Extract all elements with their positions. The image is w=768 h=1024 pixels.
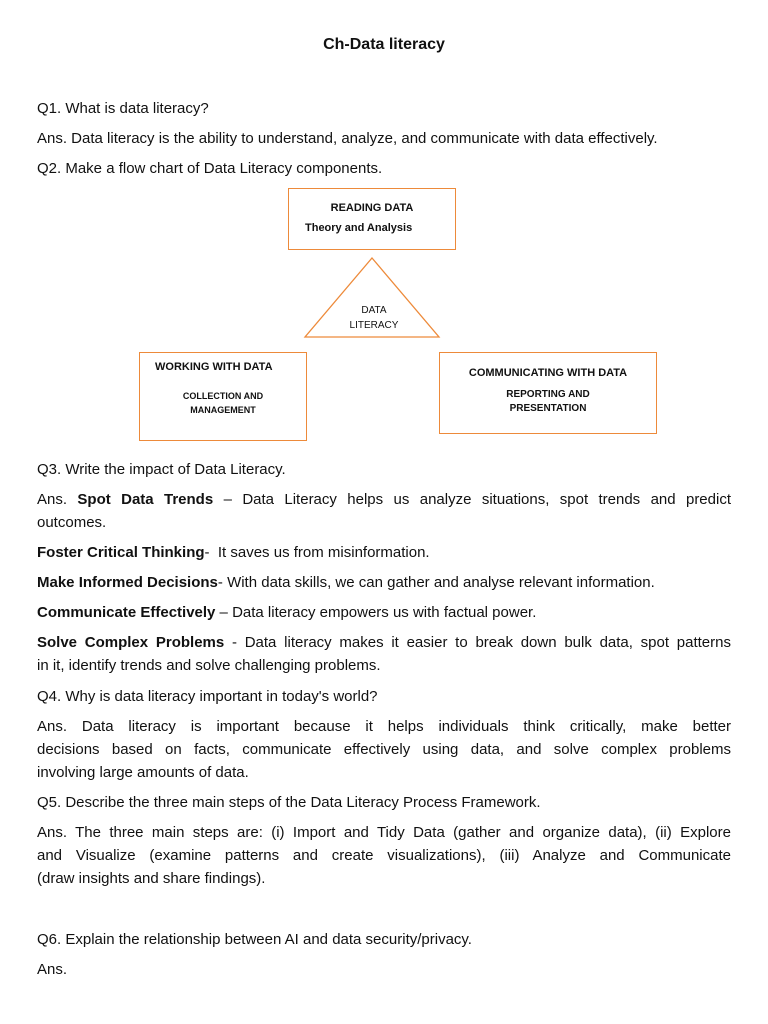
data-literacy-line2: LITERACY bbox=[349, 320, 399, 331]
q5-answer-line-2: and Visualize (examine patterns and create visualizations), (iii) Analyze and Communicate bbox=[37, 847, 731, 864]
q4-answer-line-1: Ans. Data literacy is important because it helps individuals think critically, make better bbox=[37, 718, 731, 735]
q6-question: Q6. Explain the relationship between AI and data security/privacy. bbox=[37, 931, 472, 948]
data-literacy-line1: DATA bbox=[361, 305, 387, 316]
q3-item-2-term: Foster Critical Thinking bbox=[37, 544, 205, 561]
q5-question: Q5. Describe the three main steps of the Data Literacy Process Framework. bbox=[37, 794, 541, 811]
q3-item-1-text: Data Literacy helps us analyze situations, spot trends and predict bbox=[242, 491, 731, 508]
q3-item-5 bbox=[37, 631, 731, 654]
q5-answer-line-1: Ans. The three main steps are: (i) Import and Tidy Data (gather and organize data), (ii) Explore bbox=[37, 824, 731, 841]
q3-item-5-continued: in it, identify trends and solve challenging problems. bbox=[37, 657, 381, 674]
communicating-with-data-title: COMMUNICATING WITH DATA bbox=[468, 367, 628, 379]
q3-item-1-continued: outcomes. bbox=[37, 514, 107, 531]
q5-answer-line-3: (draw insights and share findings). bbox=[37, 870, 266, 887]
reading-data-subtitle: Theory and Analysis bbox=[305, 222, 413, 234]
q3-item-3-term: Make Informed Decisions bbox=[37, 574, 218, 591]
q3-item-4-text: Data literacy empowers us with factual power. bbox=[232, 604, 537, 621]
communicating-with-data-box bbox=[439, 352, 657, 434]
q1-answer: Ans. Data literacy is the ability to understand, analyze, and communicate with data effectively. bbox=[37, 130, 658, 147]
q3-item-2 bbox=[37, 541, 731, 564]
q3-item-5-text: Data literacy makes it easier to break down bulk data, spot patterns bbox=[244, 634, 731, 651]
working-with-data-title: WORKING WITH DATA bbox=[155, 361, 273, 373]
q3-item-3-sep: - bbox=[217, 574, 228, 591]
q3-item-4 bbox=[37, 601, 731, 624]
q3-ans-prefix: Ans. bbox=[37, 491, 68, 508]
communicating-with-data-line1: REPORTING AND bbox=[506, 389, 590, 400]
q3-item-5-term: Solve Complex Problems bbox=[37, 634, 225, 651]
q3-item-4-sep: – bbox=[215, 604, 233, 621]
q6-answer: Ans. bbox=[37, 961, 68, 978]
working-with-data-line1: COLLECTION AND bbox=[182, 391, 264, 401]
reading-data-box bbox=[288, 188, 456, 250]
q4-answer-line-3: involving large amounts of data. bbox=[37, 764, 249, 781]
q2-question: Q2. Make a flow chart of Data Literacy components. bbox=[37, 160, 383, 177]
reading-data-title: READING DATA bbox=[330, 202, 414, 214]
q4-question: Q4. Why is data literacy important in today's world? bbox=[37, 688, 378, 705]
q3-question: Q3. Write the impact of Data Literacy. bbox=[37, 461, 286, 478]
communicating-with-data-line2: PRESENTATION bbox=[509, 403, 587, 414]
working-with-data-line2: MANAGEMENT bbox=[190, 405, 256, 415]
q4-answer-line-2: decisions based on facts, communicate effectively using data, and solve complex problems bbox=[37, 741, 731, 758]
q3-item-3-text: With data skills, we can gather and analyse relevant information. bbox=[227, 574, 655, 591]
q3-item-1-sep: – bbox=[213, 491, 243, 508]
page-title: Ch-Data literacy bbox=[323, 36, 445, 53]
q3-item-1 bbox=[37, 488, 731, 511]
q3-item-4-term: Communicate Effectively bbox=[37, 604, 216, 621]
q3-item-1-term: Spot Data Trends bbox=[77, 491, 214, 508]
q3-item-5-sep: - bbox=[224, 634, 245, 651]
q3-item-3 bbox=[37, 571, 731, 594]
q3-item-2-text: It saves us from misinformation. bbox=[217, 544, 430, 561]
working-with-data-box bbox=[139, 352, 307, 441]
q3-item-2-sep: - bbox=[204, 544, 218, 561]
q1-question: Q1. What is data literacy? bbox=[37, 100, 209, 117]
data-literacy-label bbox=[330, 303, 418, 333]
